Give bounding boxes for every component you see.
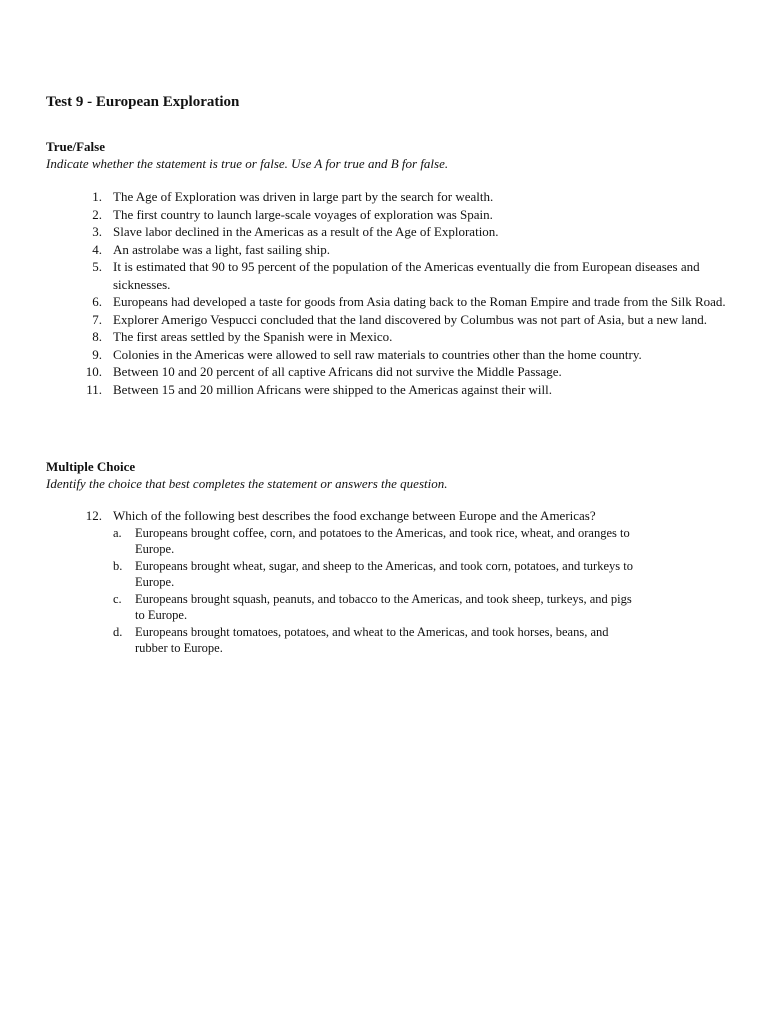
true-false-instructions: Indicate whether the statement is true or false. Use A for true and B for false. <box>46 156 449 171</box>
question-number: 6. <box>92 294 102 309</box>
question-text: Between 15 and 20 million Africans were shipped to the Americas against their will. <box>113 381 553 397</box>
question-number: 3. <box>92 224 102 239</box>
question-number: 8. <box>92 329 102 344</box>
multiple-choice-heading: Multiple Choice <box>46 459 136 474</box>
question-item <box>72 293 732 311</box>
choice-letter: c. <box>113 591 122 606</box>
question-number: 5. <box>92 259 102 274</box>
answer-choice <box>113 558 732 591</box>
answer-choice <box>113 525 732 558</box>
question-number: 2. <box>92 206 102 222</box>
question-item <box>72 363 732 381</box>
question-item <box>72 507 732 657</box>
choice-text: Europeans brought squash, peanuts, and tobacco to the Americas, and took sheep, turkeys, and pigs to Europe. <box>135 591 632 622</box>
question-text: The first areas settled by the Spanish were in Mexico. <box>113 329 393 344</box>
answer-choice <box>113 591 732 624</box>
multiple-choice-question-list <box>72 507 732 657</box>
question-item <box>72 188 732 206</box>
document-title: Test 9 - European Exploration <box>46 94 240 110</box>
question-number: 11. <box>86 381 102 397</box>
question-text: The Age of Exploration was driven in large part by the search for wealth. <box>113 189 494 204</box>
answer-choice <box>113 624 732 657</box>
question-text: Which of the following best describes the food exchange between Europe and the Americas? <box>113 508 596 523</box>
multiple-choice-instructions: Identify the choice that best completes the statement or answers the question. <box>46 476 448 491</box>
question-number: 9. <box>92 346 102 362</box>
question-text: Explorer Amerigo Vespucci concluded that the land discovered by Columbus was not part of Asia, but a new land. <box>113 311 708 327</box>
true-false-question-list <box>72 188 732 398</box>
question-text: Slave labor declined in the Americas as a result of the Age of Exploration. <box>113 224 499 239</box>
question-item <box>72 206 732 224</box>
question-item <box>72 311 732 329</box>
choice-letter: d. <box>113 624 123 639</box>
question-item <box>72 258 732 293</box>
question-item <box>72 346 732 364</box>
answer-choices <box>113 525 732 657</box>
choice-text: Europeans brought wheat, sugar, and sheep to the Americas, and took corn, potatoes, and turkeys to Europe. <box>135 558 633 589</box>
question-item <box>72 381 732 399</box>
choice-letter: b. <box>113 558 123 573</box>
question-item <box>72 328 732 346</box>
choice-text: Europeans brought tomatoes, potatoes, and wheat to the Americas, and took horses, beans, and rubber to Europe. <box>135 624 609 655</box>
question-item <box>72 223 732 241</box>
question-text: An astrolabe was a light, fast sailing ship. <box>113 241 330 257</box>
question-text: Europeans had developed a taste for goods from Asia dating back to the Roman Empire and trade from the Silk Road. <box>113 294 726 309</box>
question-number: 10. <box>85 364 102 379</box>
question-text: Colonies in the Americas were allowed to sell raw materials to countries other than the home country. <box>113 346 642 362</box>
choice-letter: a. <box>113 525 122 540</box>
question-number: 1. <box>92 189 102 204</box>
question-number: 7. <box>92 311 102 327</box>
question-text: Between 10 and 20 percent of all captive Africans did not survive the Middle Passage. <box>113 364 562 379</box>
question-text: The first country to launch large-scale voyages of exploration was Spain. <box>113 206 493 222</box>
question-number: 12. <box>85 508 102 523</box>
question-text: It is estimated that 90 to 95 percent of the population of the Americas eventually die from European diseases and sicknesses. <box>113 259 700 292</box>
choice-text: Europeans brought coffee, corn, and potatoes to the Americas, and took rice, wheat, and oranges to Europe. <box>135 525 630 556</box>
question-item <box>72 241 732 259</box>
true-false-heading: True/False <box>46 139 105 154</box>
question-number: 4. <box>92 241 102 257</box>
